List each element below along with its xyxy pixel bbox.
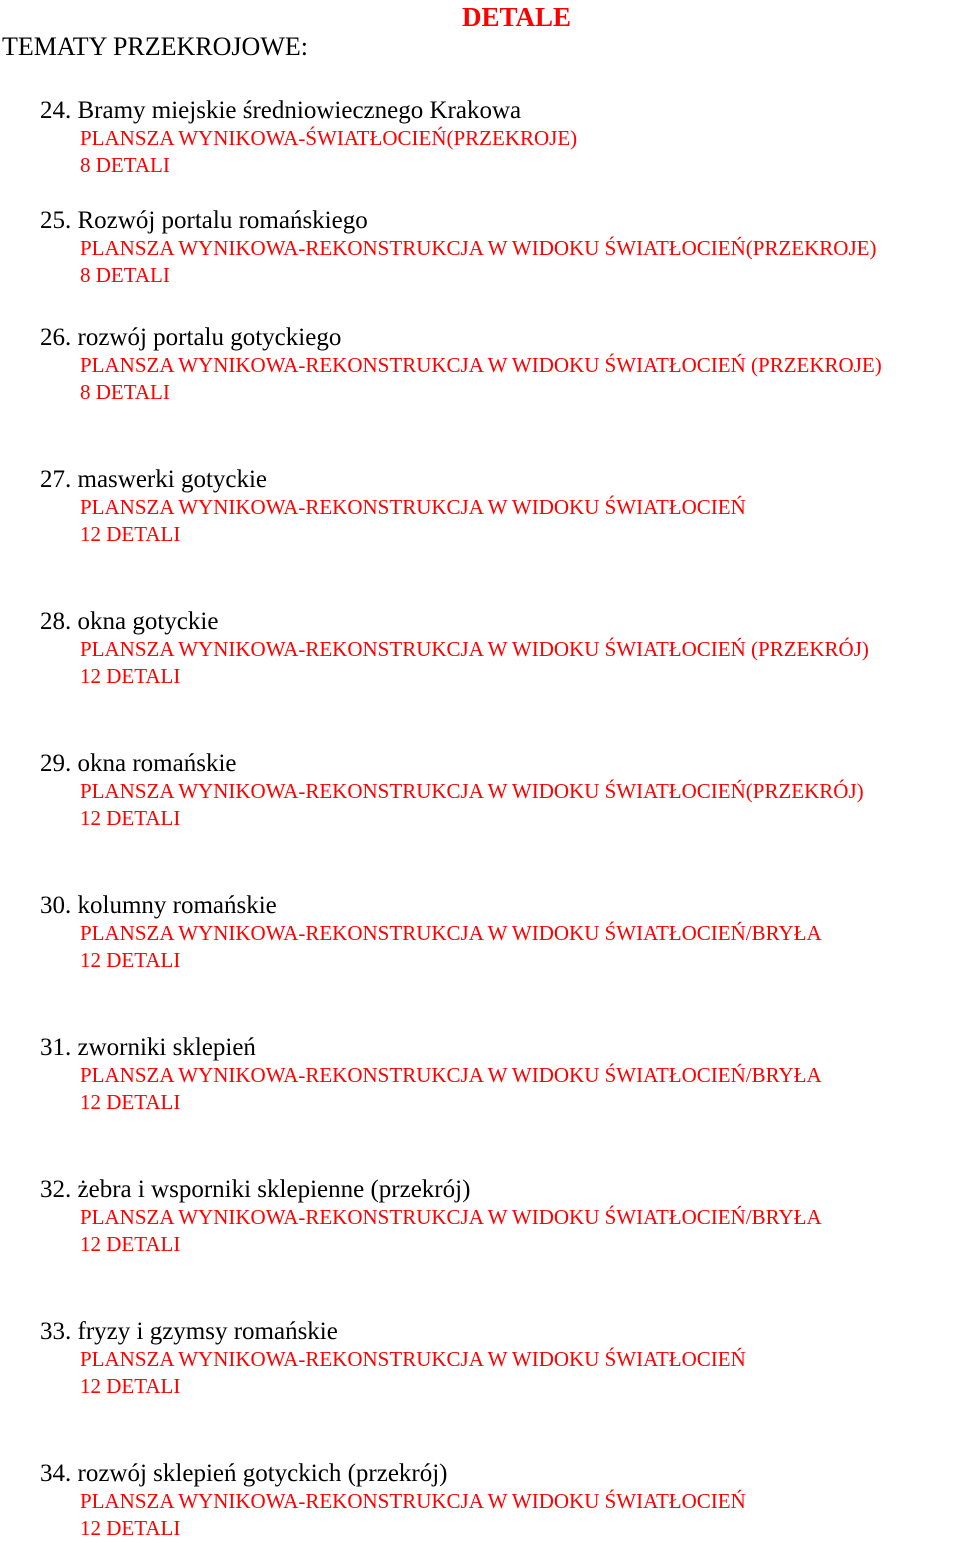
topic-number: 32. xyxy=(40,1176,72,1203)
topic-entry-31 xyxy=(40,1034,960,1116)
details-count: 12 DETALI xyxy=(80,1516,181,1540)
topic-title xyxy=(40,1318,960,1346)
plansza-line: PLANSZA WYNIKOWA-REKONSTRUKCJA W WIDOKU ŚWIATŁOCIEŃ(PRZEKROJE) xyxy=(80,236,877,260)
topic-entry-33 xyxy=(40,1318,960,1400)
topic-title xyxy=(40,1460,960,1488)
detale-heading: DETALE xyxy=(462,2,572,32)
topic-entry-24 xyxy=(40,97,960,179)
topic-number: 28. xyxy=(40,608,72,635)
details-count: 12 DETALI xyxy=(80,664,181,688)
topic-name: okna gotyckie xyxy=(77,608,219,635)
topic-title xyxy=(40,207,960,235)
topic-title xyxy=(40,466,960,494)
topic-title xyxy=(40,750,960,778)
plansza-line: PLANSZA WYNIKOWA-REKONSTRUKCJA W WIDOKU ŚWIATŁOCIEŃ xyxy=(80,495,746,519)
plansza-line: PLANSZA WYNIKOWA-REKONSTRUKCJA W WIDOKU ŚWIATŁOCIEŃ(PRZEKRÓJ) xyxy=(80,779,864,803)
topic-name: rozwój portalu gotyckiego xyxy=(77,324,342,351)
topic-number: 30. xyxy=(40,892,72,919)
plansza-line: PLANSZA WYNIKOWA-REKONSTRUKCJA W WIDOKU ŚWIATŁOCIEŃ/BRYŁA xyxy=(80,1205,822,1229)
topic-name: rozwój sklepień gotyckich (przekrój) xyxy=(77,1460,448,1487)
details-count: 12 DETALI xyxy=(80,1374,181,1398)
topic-number: 34. xyxy=(40,1460,72,1487)
plansza-line: PLANSZA WYNIKOWA-REKONSTRUKCJA W WIDOKU ŚWIATŁOCIEŃ (PRZEKRÓJ) xyxy=(80,637,869,661)
topic-title xyxy=(40,892,960,920)
topic-number: 27. xyxy=(40,466,72,493)
topic-name: żebra i wsporniki sklepienne (przekrój) xyxy=(77,1176,471,1203)
plansza-line: PLANSZA WYNIKOWA-REKONSTRUKCJA W WIDOKU ŚWIATŁOCIEŃ xyxy=(80,1347,746,1371)
topic-title xyxy=(40,1034,960,1062)
topic-entry-26 xyxy=(40,324,960,406)
details-count: 12 DETALI xyxy=(80,806,181,830)
topic-number: 29. xyxy=(40,750,72,777)
details-count: 12 DETALI xyxy=(80,522,181,546)
topic-name: Rozwój portalu romańskiego xyxy=(77,207,368,234)
topic-entry-32 xyxy=(40,1176,960,1258)
topic-number: 26. xyxy=(40,324,72,351)
plansza-line: PLANSZA WYNIKOWA-ŚWIATŁOCIEŃ(PRZEKROJE) xyxy=(80,126,578,150)
details-count: 8 DETALI xyxy=(80,263,170,287)
plansza-line: PLANSZA WYNIKOWA-REKONSTRUKCJA W WIDOKU ŚWIATŁOCIEŃ xyxy=(80,1489,746,1513)
plansza-line: PLANSZA WYNIKOWA-REKONSTRUKCJA W WIDOKU ŚWIATŁOCIEŃ (PRZEKROJE) xyxy=(80,353,882,377)
topic-entry-30 xyxy=(40,892,960,974)
topic-name: okna romańskie xyxy=(77,750,237,777)
topic-number: 25. xyxy=(40,207,72,234)
topic-title xyxy=(40,1176,960,1204)
topic-number: 31. xyxy=(40,1034,72,1061)
topic-name: Bramy miejskie średniowiecznego Krakowa xyxy=(77,97,522,124)
topic-name: kolumny romańskie xyxy=(77,892,277,919)
topic-entry-29 xyxy=(40,750,960,832)
plansza-line: PLANSZA WYNIKOWA-REKONSTRUKCJA W WIDOKU ŚWIATŁOCIEŃ/BRYŁA xyxy=(80,921,822,945)
topic-title xyxy=(40,324,960,352)
topic-name: maswerki gotyckie xyxy=(77,466,268,493)
details-count: 8 DETALI xyxy=(80,380,170,404)
details-count: 12 DETALI xyxy=(80,1232,181,1256)
topic-name: fryzy i gzymsy romańskie xyxy=(77,1318,338,1345)
topic-entry-28 xyxy=(40,608,960,690)
topic-entry-34 xyxy=(40,1460,960,1542)
details-count: 12 DETALI xyxy=(80,948,181,972)
topic-name: zworniki sklepień xyxy=(77,1034,256,1061)
topic-title xyxy=(40,608,960,636)
topic-number: 33. xyxy=(40,1318,72,1345)
plansza-line: PLANSZA WYNIKOWA-REKONSTRUKCJA W WIDOKU ŚWIATŁOCIEŃ/BRYŁA xyxy=(80,1063,822,1087)
details-count: 8 DETALI xyxy=(80,153,170,177)
topic-entry-27 xyxy=(40,466,960,548)
topic-entry-25 xyxy=(40,207,960,289)
topic-number: 24. xyxy=(40,97,72,124)
topics-heading: TEMATY PRZEKROJOWE: xyxy=(2,32,308,61)
topic-title xyxy=(40,97,960,125)
details-count: 12 DETALI xyxy=(80,1090,181,1114)
